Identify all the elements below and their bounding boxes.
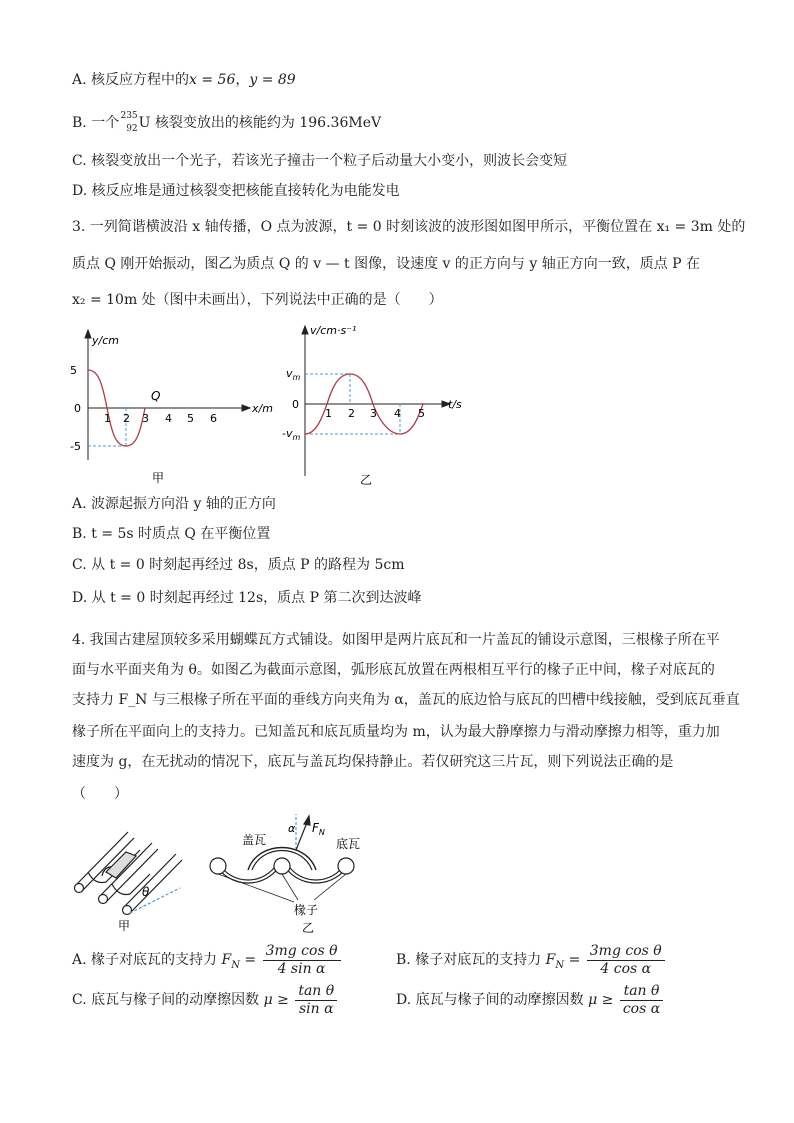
tiles-chuanzi-label: 椽子 <box>294 903 319 917</box>
q4-stem-line-5: 速度为 g，在无扰动的情况下，底瓦与盖瓦均保持静止。若仅研究这三片瓦，则下列说法正确的是 <box>72 754 674 770</box>
q4-option-b-den: 4 cos α <box>600 960 652 977</box>
q4-option-a-fsub: N <box>231 960 240 971</box>
q4-option-d-fraction <box>620 983 663 1018</box>
q3-stem-line-2: 质点 Q 刚开始振动，图乙为质点 Q 的 v — t 图像，设速度 v 的正方向与 y 轴正方向一致，质点 P 在 <box>72 256 701 272</box>
q4-option-a: A. 椽子对底瓦的支持力 $F_N$ = $\frac{\text{3mg cos θ}}{\text{4 sin α}}$ <box>72 942 343 984</box>
q2-option-a-x: x = 56 <box>189 72 236 88</box>
q4-option-c-num: tan θ <box>295 983 337 1001</box>
q4-option-d-den: cos α <box>622 1000 661 1017</box>
uranium-nuclide <box>120 111 138 134</box>
jia-xtick-3: 3 <box>142 412 149 425</box>
leader-left <box>282 874 298 900</box>
q4-option-b-fsub: N <box>555 960 565 971</box>
tiles-gaiwa-label: 盖瓦 <box>242 833 267 847</box>
jia-y-arrow <box>85 330 91 338</box>
tiles-jia-drawing <box>75 832 183 915</box>
support-force-arrow <box>304 816 310 825</box>
jia-ytick-5: 5 <box>70 364 77 377</box>
yi-xtick-5: 5 <box>418 407 425 420</box>
tiles-yi-caption: 乙 <box>302 921 315 935</box>
rafter-2-end <box>99 895 108 904</box>
yi-caption: 乙 <box>360 473 373 487</box>
jia-y-label: y/cm <box>92 334 119 347</box>
q4-option-d-text: D. 底瓦与椽子间的动摩擦因数 <box>396 992 584 1008</box>
q4-stem-line-2: 面与水平面夹角为 θ。如图乙为截面示意图，弧形底瓦放置在两根相互平行的椽子正中间，椽子对底瓦的 <box>72 662 715 678</box>
leader-right <box>314 874 346 900</box>
q4-option-c-mu: μ ≥ <box>263 992 289 1008</box>
q4-option-c <box>72 982 339 1018</box>
q4-option-a-fn <box>221 952 240 971</box>
q4-option-b: B. 椽子对底瓦的支持力 $F_N$ = $\frac{\text{3mg cos θ}}{\text{4 cos α}}$ <box>396 942 667 984</box>
q4-option-b-f: F <box>545 952 556 968</box>
q2-option-a <box>72 70 296 90</box>
nuclide-mass: 235 <box>120 111 138 121</box>
yi-vm-bottom <box>282 427 300 442</box>
yi-vm-bot-sub: m <box>292 433 301 442</box>
section-rafter-left <box>210 858 226 874</box>
q2-option-c: C. 核裂变放出一个光子，若该光子撞击一个粒子后动量大小变小，则波长会变短 <box>72 153 568 169</box>
q4-option-a-num: 3mg cos θ <box>263 943 341 961</box>
rafter-3 <box>124 854 176 907</box>
q2-option-a-sep: ， <box>235 72 250 88</box>
tiles-diwa-label: 底瓦 <box>336 837 361 851</box>
yi-ytick-0: 0 <box>292 398 299 411</box>
q4-option-c-den: sin α <box>298 1000 334 1017</box>
rafter-1-end <box>75 884 84 893</box>
q4-option-a-den: 4 sin α <box>277 960 326 977</box>
q2-option-b-rest: 核裂变放出的核能约为 196.36MeV <box>154 115 382 131</box>
jia-xtick-5: 5 <box>187 412 194 425</box>
yi-xtick-4: 4 <box>394 407 401 420</box>
tiles-jia-caption: 甲 <box>118 919 131 933</box>
tiles-theta-label: θ <box>142 885 150 899</box>
tiles-fn-f: F <box>312 821 319 835</box>
q4-option-d <box>396 982 665 1018</box>
jia-xtick-1: 1 <box>104 412 111 425</box>
figure-wave-jia <box>60 322 275 492</box>
q4-option-a-text: A. 椽子对底瓦的支持力 <box>72 952 218 968</box>
tiles-alpha-label: α <box>288 822 296 835</box>
yi-xtick-3: 3 <box>370 407 377 420</box>
q4-option-b-fraction <box>587 943 665 978</box>
q4-option-c-text: C. 底瓦与椽子间的动摩擦因数 <box>72 992 260 1008</box>
jia-point-q: Q <box>151 389 161 403</box>
q2-option-d: D. 核反应堆是通过核裂变把核能直接转化为电能发电 <box>72 183 400 199</box>
yi-y-label: v/cm·s⁻¹ <box>310 324 357 337</box>
horizontal-reference <box>130 888 180 913</box>
q4-stem-line-4: 椽子所在平面向上的支持力。已知盖瓦和底瓦质量均为 m，认为最大静摩擦力与滑动摩擦力相等，重力加 <box>72 724 720 740</box>
q2-option-a-y: y = 89 <box>249 72 296 88</box>
section-rafter-middle <box>274 858 290 874</box>
tiles-fn-sub: N <box>318 828 325 837</box>
yi-vm-top <box>286 367 301 382</box>
jia-x-label: x/m <box>252 402 273 415</box>
q3-stem-line-3: x₂ = 10m 处（图中未画出），下列说法中正确的是（ ） <box>72 292 443 308</box>
yi-y-arrow <box>302 326 308 334</box>
jia-xtick-4: 4 <box>165 412 172 425</box>
q3-option-b: B. t = 5s 时质点 Q 在平衡位置 <box>72 526 271 542</box>
q4-option-b-num: 3mg cos θ <box>587 943 665 961</box>
q4-option-c-fraction <box>295 983 337 1018</box>
leader-far-left <box>218 874 294 902</box>
section-rafter-right <box>338 858 354 874</box>
figure-vt-yi <box>278 318 478 488</box>
q4-stem-line-1: 4. 我国古建屋顶较多采用蝴蝶瓦方式铺设。如图甲是两片底瓦和一片盖瓦的铺设示意图，三根椽子所在平 <box>72 632 720 648</box>
q3-option-d: D. 从 t = 0 时刻起再经过 12s，质点 P 第二次到达波峰 <box>72 590 422 606</box>
q3-option-c: C. 从 t = 0 时刻起再经过 8s，质点 P 的路程为 5cm <box>72 557 405 573</box>
yi-x-label: t/s <box>448 398 462 411</box>
jia-xtick-6: 6 <box>210 412 217 425</box>
tiles-fn-label <box>312 821 325 837</box>
q4-option-a-fraction <box>263 943 341 978</box>
yi-vm-top-sub: m <box>292 373 301 382</box>
q4-stem-line-3: 支持力 F_N 与三根椽子所在平面的垂线方向夹角为 α，盖瓦的底边恰与底瓦的凹槽中线接触，受到底瓦垂直 <box>72 692 740 708</box>
q4-stem-line-6: （ ） <box>72 786 128 802</box>
yi-xtick-2: 2 <box>348 407 355 420</box>
yi-vm-bot-v: -v <box>282 427 293 440</box>
yi-xtick-1: 1 <box>325 407 332 420</box>
q4-option-d-num: tan θ <box>620 983 663 1001</box>
nuclide-number: 92 <box>126 124 138 134</box>
q4-option-b-text: B. 椽子对底瓦的支持力 <box>396 952 542 968</box>
jia-ytick-0: 0 <box>74 402 81 415</box>
q3-stem-line-1: 3. 一列简谐横波沿 x 轴传播，O 点为波源，t = 0 时刻该波的波形图如图甲所示，平衡位置在 x₁ = 3m 处的 <box>72 219 746 235</box>
jia-x-arrow <box>242 405 250 411</box>
q4-option-a-f: F <box>221 952 232 968</box>
q2-option-b <box>72 112 381 134</box>
jia-caption: 甲 <box>152 471 165 485</box>
yi-vm-top-v: v <box>286 367 293 380</box>
figure-tiles <box>68 810 378 940</box>
jia-xtick-2: 2 <box>123 412 130 425</box>
jia-ytick-neg5: -5 <box>70 440 81 453</box>
tiles-yi-drawing <box>210 814 354 902</box>
nuclide-symbol: U <box>138 115 151 131</box>
q4-option-d-mu: μ ≥ <box>588 992 614 1008</box>
q4-option-b-fn <box>545 952 565 971</box>
q2-option-a-text: A. 核反应方程中的 <box>72 72 190 88</box>
q2-option-b-text: B. 一个 <box>72 115 120 131</box>
q3-option-a: A. 波源起振方向沿 y 轴的正方向 <box>72 496 276 512</box>
